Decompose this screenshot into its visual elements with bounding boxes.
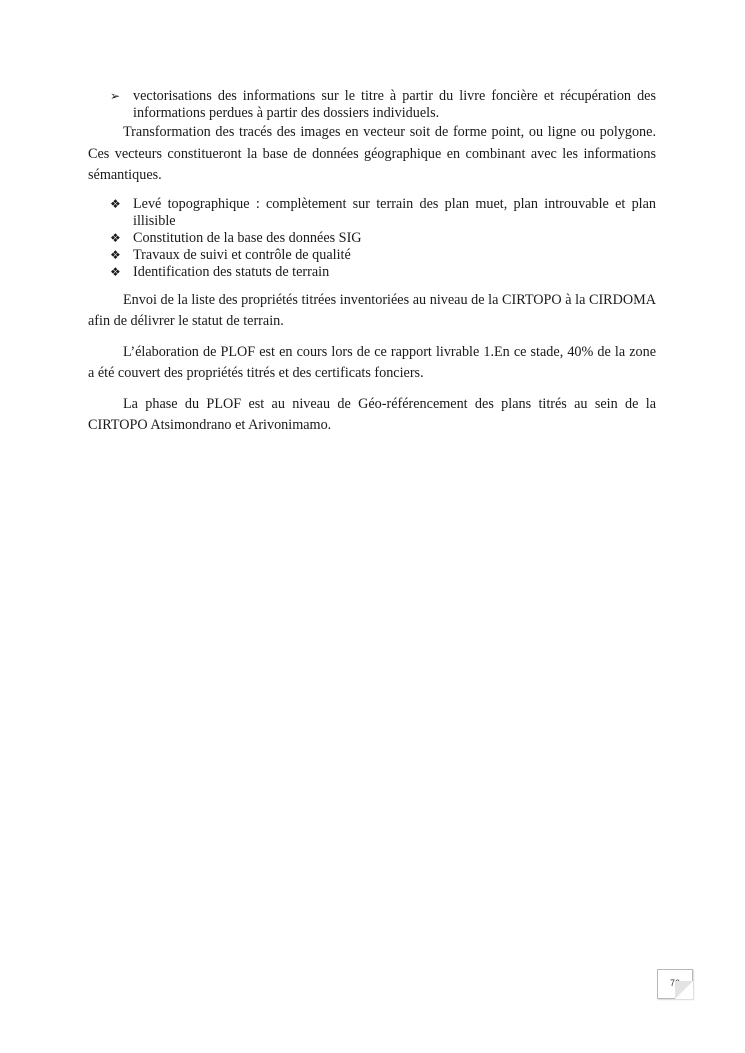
paragraph-elaboration: L’élaboration de PLOF est en cours lors de ce rapport livrable 1.En ce stade, 40% de la zone a été couvert des propriétés titrés et des certificats fonciers. bbox=[88, 343, 656, 381]
list-item-text: Travaux de suivi et contrôle de qualité bbox=[133, 246, 351, 263]
diamond-bullet-icon: ❖ bbox=[110, 230, 121, 245]
list-item bbox=[88, 264, 656, 281]
paragraph-phase: La phase du PLOF est au niveau de Géo-référencement des plans titrés au sein de la CIRTOPO Atsimondrano et Arivonimamo. bbox=[88, 395, 656, 433]
list-item bbox=[88, 247, 656, 264]
diamond-bullet-icon: ❖ bbox=[110, 264, 121, 279]
arrow-bullet-icon: ➢ bbox=[110, 89, 121, 103]
list-item bbox=[88, 88, 656, 122]
diamond-bullet-list bbox=[88, 196, 656, 281]
list-item-text: vectorisations des informations sur le titre à partir du livre foncière et récupération des informations perdues à partir des dossiers individuels. bbox=[133, 88, 656, 121]
list-item bbox=[88, 196, 656, 230]
list-item-text: Identification des statuts de terrain bbox=[133, 263, 330, 280]
list-item-text: Levé topographique : complètement sur terrain des plan muet, plan introuvable et plan illisible bbox=[133, 195, 656, 229]
list-item bbox=[88, 230, 656, 247]
arrow-bullet-list bbox=[88, 88, 656, 122]
page-number-box bbox=[657, 969, 693, 999]
page-fold-icon bbox=[675, 981, 693, 999]
document-page bbox=[88, 88, 656, 437]
list-item-text: Constitution de la base des données SIG bbox=[133, 229, 362, 246]
diamond-bullet-icon: ❖ bbox=[110, 247, 121, 262]
paragraph-transformation: Transformation des tracés des images en vecteur soit de forme point, ou ligne ou polygone. Ces vecteurs constitueront la base de données géographique en combinant avec les informations sémantiques. bbox=[88, 124, 656, 183]
page-number: 76 bbox=[669, 978, 680, 988]
diamond-bullet-icon: ❖ bbox=[110, 196, 121, 211]
paragraph-envoi: Envoi de la liste des propriétés titrées inventoriées au niveau de la CIRTOPO à la CIRDOMA afin de délivrer le statut de terrain. bbox=[88, 291, 656, 329]
